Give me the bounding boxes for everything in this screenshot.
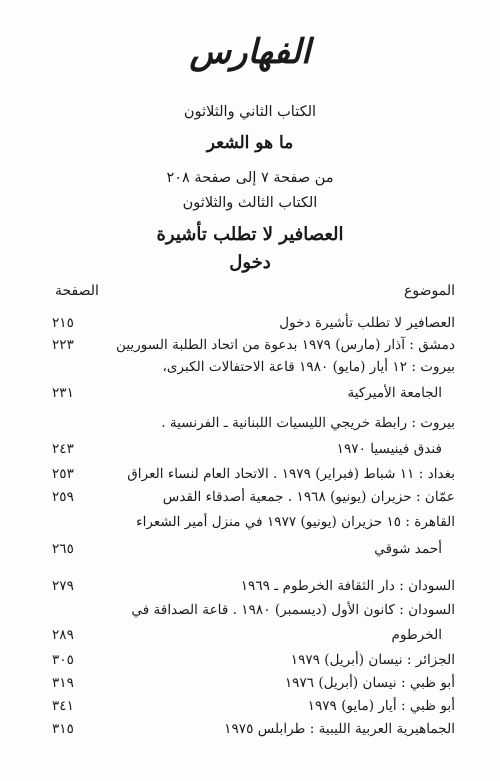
toc-entry-page: ٢٥٩ — [52, 489, 74, 505]
toc-entry-text: السودان : كانون الأول (ديسمبر) ١٩٨٠ . قاعة الصداقة في — [131, 602, 455, 618]
toc-entry-text: القاهرة : ١٥ حزيران (يونيو) ١٩٧٧ في منزل أمير الشعراء — [136, 514, 455, 530]
toc-row — [0, 486, 500, 508]
toc-row — [0, 412, 500, 434]
toc-entry-text: الجزائر : نيسان (أبريل) ١٩٧٩ — [290, 652, 455, 668]
toc-entry-page: ٣١٥ — [52, 721, 74, 737]
toc-entry-text: الجامعة الأميركية — [347, 385, 442, 401]
book-33-heading: الكتاب الثالث والثلاثون — [182, 195, 318, 211]
toc-entry-page: ٢٧٩ — [52, 578, 74, 594]
toc-row — [0, 334, 500, 356]
toc-row — [0, 312, 500, 334]
column-header-topic: الموضوع — [404, 283, 455, 299]
toc-entry-page: ٢٤٣ — [52, 441, 74, 457]
toc-row — [0, 649, 500, 671]
toc-row — [0, 575, 500, 597]
toc-row — [0, 695, 500, 717]
toc-row — [0, 672, 500, 694]
toc-entry-text: عمّان : حزيران (يونيو) ١٩٦٨ . جمعية أصدقاء القدس — [162, 489, 455, 505]
book-32-page-range: من صفحة ٧ إلى صفحة ٢٠٨ — [166, 170, 334, 186]
toc-entry-text: أبو ظبي : نيسان (أبريل) ١٩٧٦ — [284, 675, 455, 691]
toc-entry-text: أحمد شوقي — [374, 541, 442, 557]
toc-entry-text: السودان : دار الثقافة الخرطوم ـ ١٩٦٩ — [240, 578, 455, 594]
toc-entry-page: ٢١٥ — [52, 315, 74, 331]
toc-entry-text: أبو ظبي : أيار (مايو) ١٩٧٩ — [307, 698, 455, 714]
toc-entry-text: بغداد : ١١ شباط (فبراير) ١٩٧٩ . الاتحاد العام لنساء العراق — [127, 466, 455, 482]
toc-entry-page: ٢٨٩ — [52, 627, 74, 643]
toc-row — [0, 382, 500, 404]
column-header-page: الصفحة — [55, 283, 99, 299]
toc-row — [0, 438, 500, 460]
toc-entry-page: ٣٤١ — [52, 698, 74, 714]
toc-entry-text: الجماهيرية العربية الليبية : طرابلس ١٩٧٥ — [224, 721, 455, 737]
book-33-subtitle: دخول — [229, 252, 271, 273]
toc-entry-page: ٣٠٥ — [52, 652, 74, 668]
book-32-title: ما هو الشعر — [206, 133, 294, 153]
toc-entry-page: ٢٥٣ — [52, 466, 74, 482]
book-33-title: العصافير لا تطلب تأشيرة — [156, 224, 344, 245]
toc-entry-page: ٢٦٥ — [52, 541, 74, 557]
toc-entry-text: فندق فينيسيا ١٩٧٠ — [336, 441, 442, 457]
toc-row — [0, 599, 500, 621]
toc-row — [0, 538, 500, 560]
toc-row — [0, 463, 500, 485]
toc-row — [0, 356, 500, 378]
toc-row — [0, 718, 500, 740]
toc-entry-text: العصافير لا تطلب تأشيرة دخول — [279, 315, 455, 331]
toc-entry-text: دمشق : آذار (مارس) ١٩٧٩ بدعوة من اتحاد الطلبة السوريين — [115, 337, 455, 353]
toc-entry-page: ٣١٩ — [52, 675, 74, 691]
toc-row — [0, 511, 500, 533]
toc-entry-page: ٢٢٣ — [52, 337, 74, 353]
toc-entry-page: ٢٣١ — [52, 385, 74, 401]
book-32-heading: الكتاب الثاني والثلاثون — [183, 104, 317, 120]
index-header — [0, 22, 500, 82]
toc-entry-text: الخرطوم — [391, 627, 442, 643]
toc-row — [0, 624, 500, 646]
toc-entry-text: بيروت : ١٢ أيار (مايو) ١٩٨٠ قاعة الاحتفالات الكبرى، — [162, 359, 455, 375]
toc-entry-text: بيروت : رابطة خريجي الليسيات اللبنانية ـ الفرنسية . — [161, 415, 455, 431]
index-title: الفهارس — [189, 32, 311, 72]
